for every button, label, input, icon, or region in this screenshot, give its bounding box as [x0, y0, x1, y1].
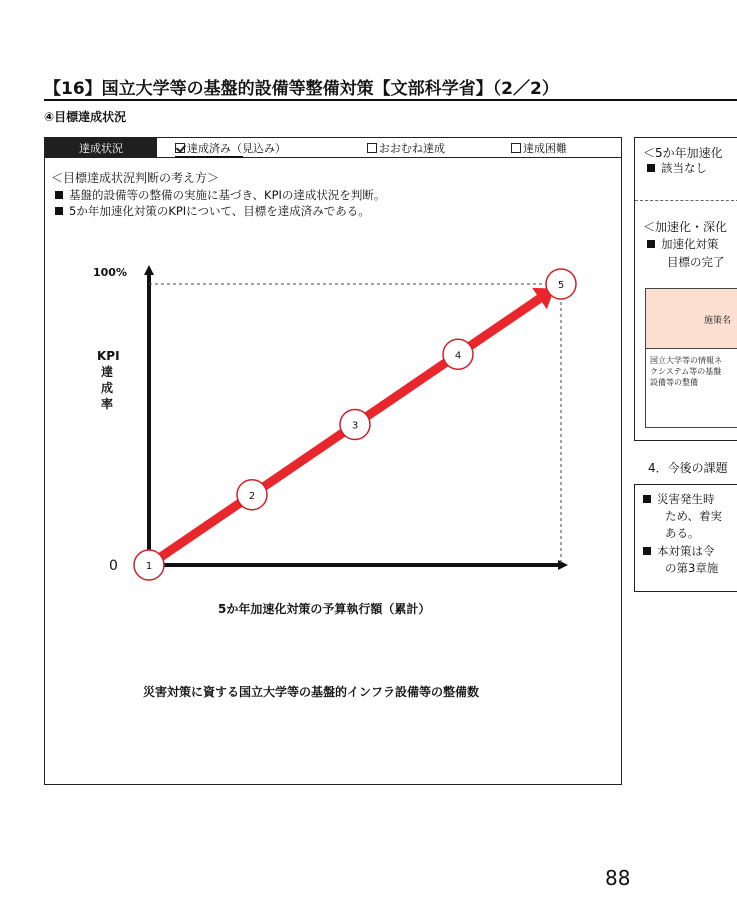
future-issues-box	[634, 484, 737, 592]
x-axis-label: 5か年加速化対策の予算執行額（累計）	[218, 602, 431, 616]
right-panel-item-continued: 目標の完了	[667, 255, 725, 269]
right-panel-heading-1: ＜5か年加速化	[643, 146, 723, 160]
data-point-label: 2	[248, 490, 256, 502]
data-point-label: 5	[557, 280, 565, 291]
future-item	[643, 543, 715, 559]
page-number: 88	[605, 866, 631, 890]
judgement-bullet-text: 基盤的設備等の整備の実施に基づき、KPIの達成状況を判断。	[69, 188, 386, 202]
data-point-label: 4	[454, 350, 462, 362]
right-panel-heading-2: ＜加速化・深化	[643, 220, 728, 234]
dashed-divider	[635, 200, 737, 201]
measure-cell-line: 国立大学等の情報ネ	[650, 356, 722, 365]
right-panel-item	[647, 160, 707, 176]
status-option-label: おおむね達成	[379, 142, 445, 155]
future-item-continued: ため、着実	[665, 509, 723, 523]
section-heading: ④目標達成状況	[44, 110, 127, 124]
title-rule	[44, 99, 737, 101]
square-bullet-icon	[647, 164, 655, 172]
judgement-title: ＜目標達成状況判断の考え方＞	[51, 171, 220, 185]
measure-cell-line: クシステム等の基盤	[650, 367, 722, 376]
right-panel-item-text: 該当なし	[661, 161, 707, 175]
future-item-text: 本対策は令	[657, 544, 715, 558]
judgement-bullet-text: 5か年加速化対策のKPIについて、目標を達成済みである。	[69, 204, 370, 218]
square-bullet-icon	[643, 495, 651, 503]
measure-cell-line: 設備等の整備	[650, 378, 698, 387]
measure-table-header: 施策名	[646, 289, 737, 349]
data-point-label: 3	[351, 420, 359, 432]
y-tick-max: 100%	[93, 266, 127, 279]
future-item-continued: ある。	[665, 526, 700, 540]
y-tick-min: 0	[109, 558, 118, 574]
square-bullet-icon	[643, 547, 651, 555]
y-axis-label: KPI達成率	[97, 349, 120, 411]
kpi-label: 災害対策に資する国立大学等の基盤的インフラ設備等の整備数	[143, 685, 480, 699]
page-title: 【16】国立大学等の基盤的設備等整備対策【文部科学省】（2／2）	[44, 79, 559, 99]
future-issues-heading: 4．今後の課題	[648, 461, 728, 475]
status-option-label: 達成済み（見込み）	[187, 142, 286, 155]
measure-table	[645, 288, 737, 428]
future-item	[643, 491, 715, 507]
status-option-label: 達成困難	[523, 142, 567, 155]
measure-table-cell	[650, 355, 722, 388]
right-panel-item-text: 加速化対策	[661, 237, 719, 251]
data-point-label: 1	[145, 561, 153, 572]
right-panel-item	[647, 236, 719, 252]
goal-status-box	[44, 137, 622, 785]
future-item-continued: の第3章施	[665, 561, 719, 575]
status-header: 達成状況	[45, 138, 157, 157]
future-item-text: 災害発生時	[657, 492, 715, 506]
right-panel	[634, 137, 737, 441]
square-bullet-icon	[647, 240, 655, 248]
